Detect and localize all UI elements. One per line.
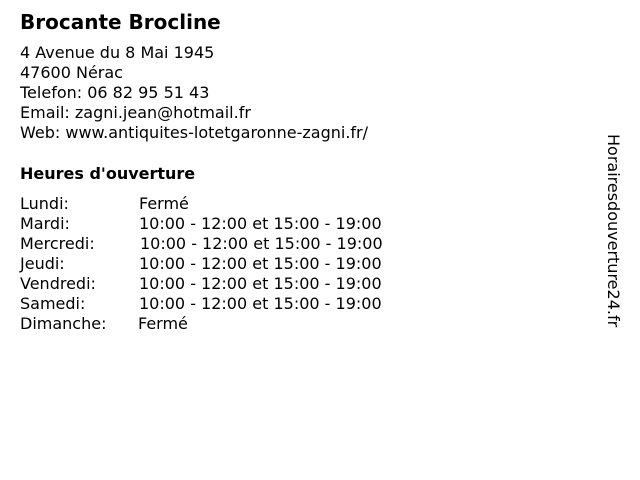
day-hours: 10:00 - 12:00 et 15:00 - 19:00 (139, 274, 382, 293)
day-hours: Fermé (139, 194, 189, 213)
phone-number: Telefon: 06 82 95 51 43 (20, 83, 210, 102)
day-hours: 10:00 - 12:00 et 15:00 - 19:00 (139, 294, 382, 313)
site-watermark: Horairesdouverture24.fr (604, 134, 623, 328)
address-street: 4 Avenue du 8 Mai 1945 (20, 43, 215, 62)
address-city: 47600 Nérac (20, 63, 123, 82)
day-hours: Fermé (138, 314, 188, 333)
day-label: Mercredi: (20, 234, 95, 253)
day-label: Dimanche: (20, 314, 107, 333)
day-hours: 10:00 - 12:00 et 15:00 - 19:00 (139, 254, 382, 273)
contact-info (20, 43, 368, 143)
website-url: Web: www.antiquites-lotetgaronne-zagni.fr/ (20, 123, 368, 142)
day-label: Jeudi: (20, 254, 65, 273)
email-address: Email: zagni.jean@hotmail.fr (20, 103, 251, 122)
day-label: Lundi: (20, 194, 69, 213)
day-label: Mardi: (20, 214, 70, 233)
business-name: Brocante Brocline (20, 10, 221, 34)
day-hours: 10:00 - 12:00 et 15:00 - 19:00 (140, 234, 383, 253)
day-hours: 10:00 - 12:00 et 15:00 - 19:00 (139, 214, 382, 233)
day-label: Vendredi: (20, 274, 96, 293)
opening-hours-heading: Heures d'ouverture (20, 164, 196, 183)
day-label: Samedi: (20, 294, 86, 313)
